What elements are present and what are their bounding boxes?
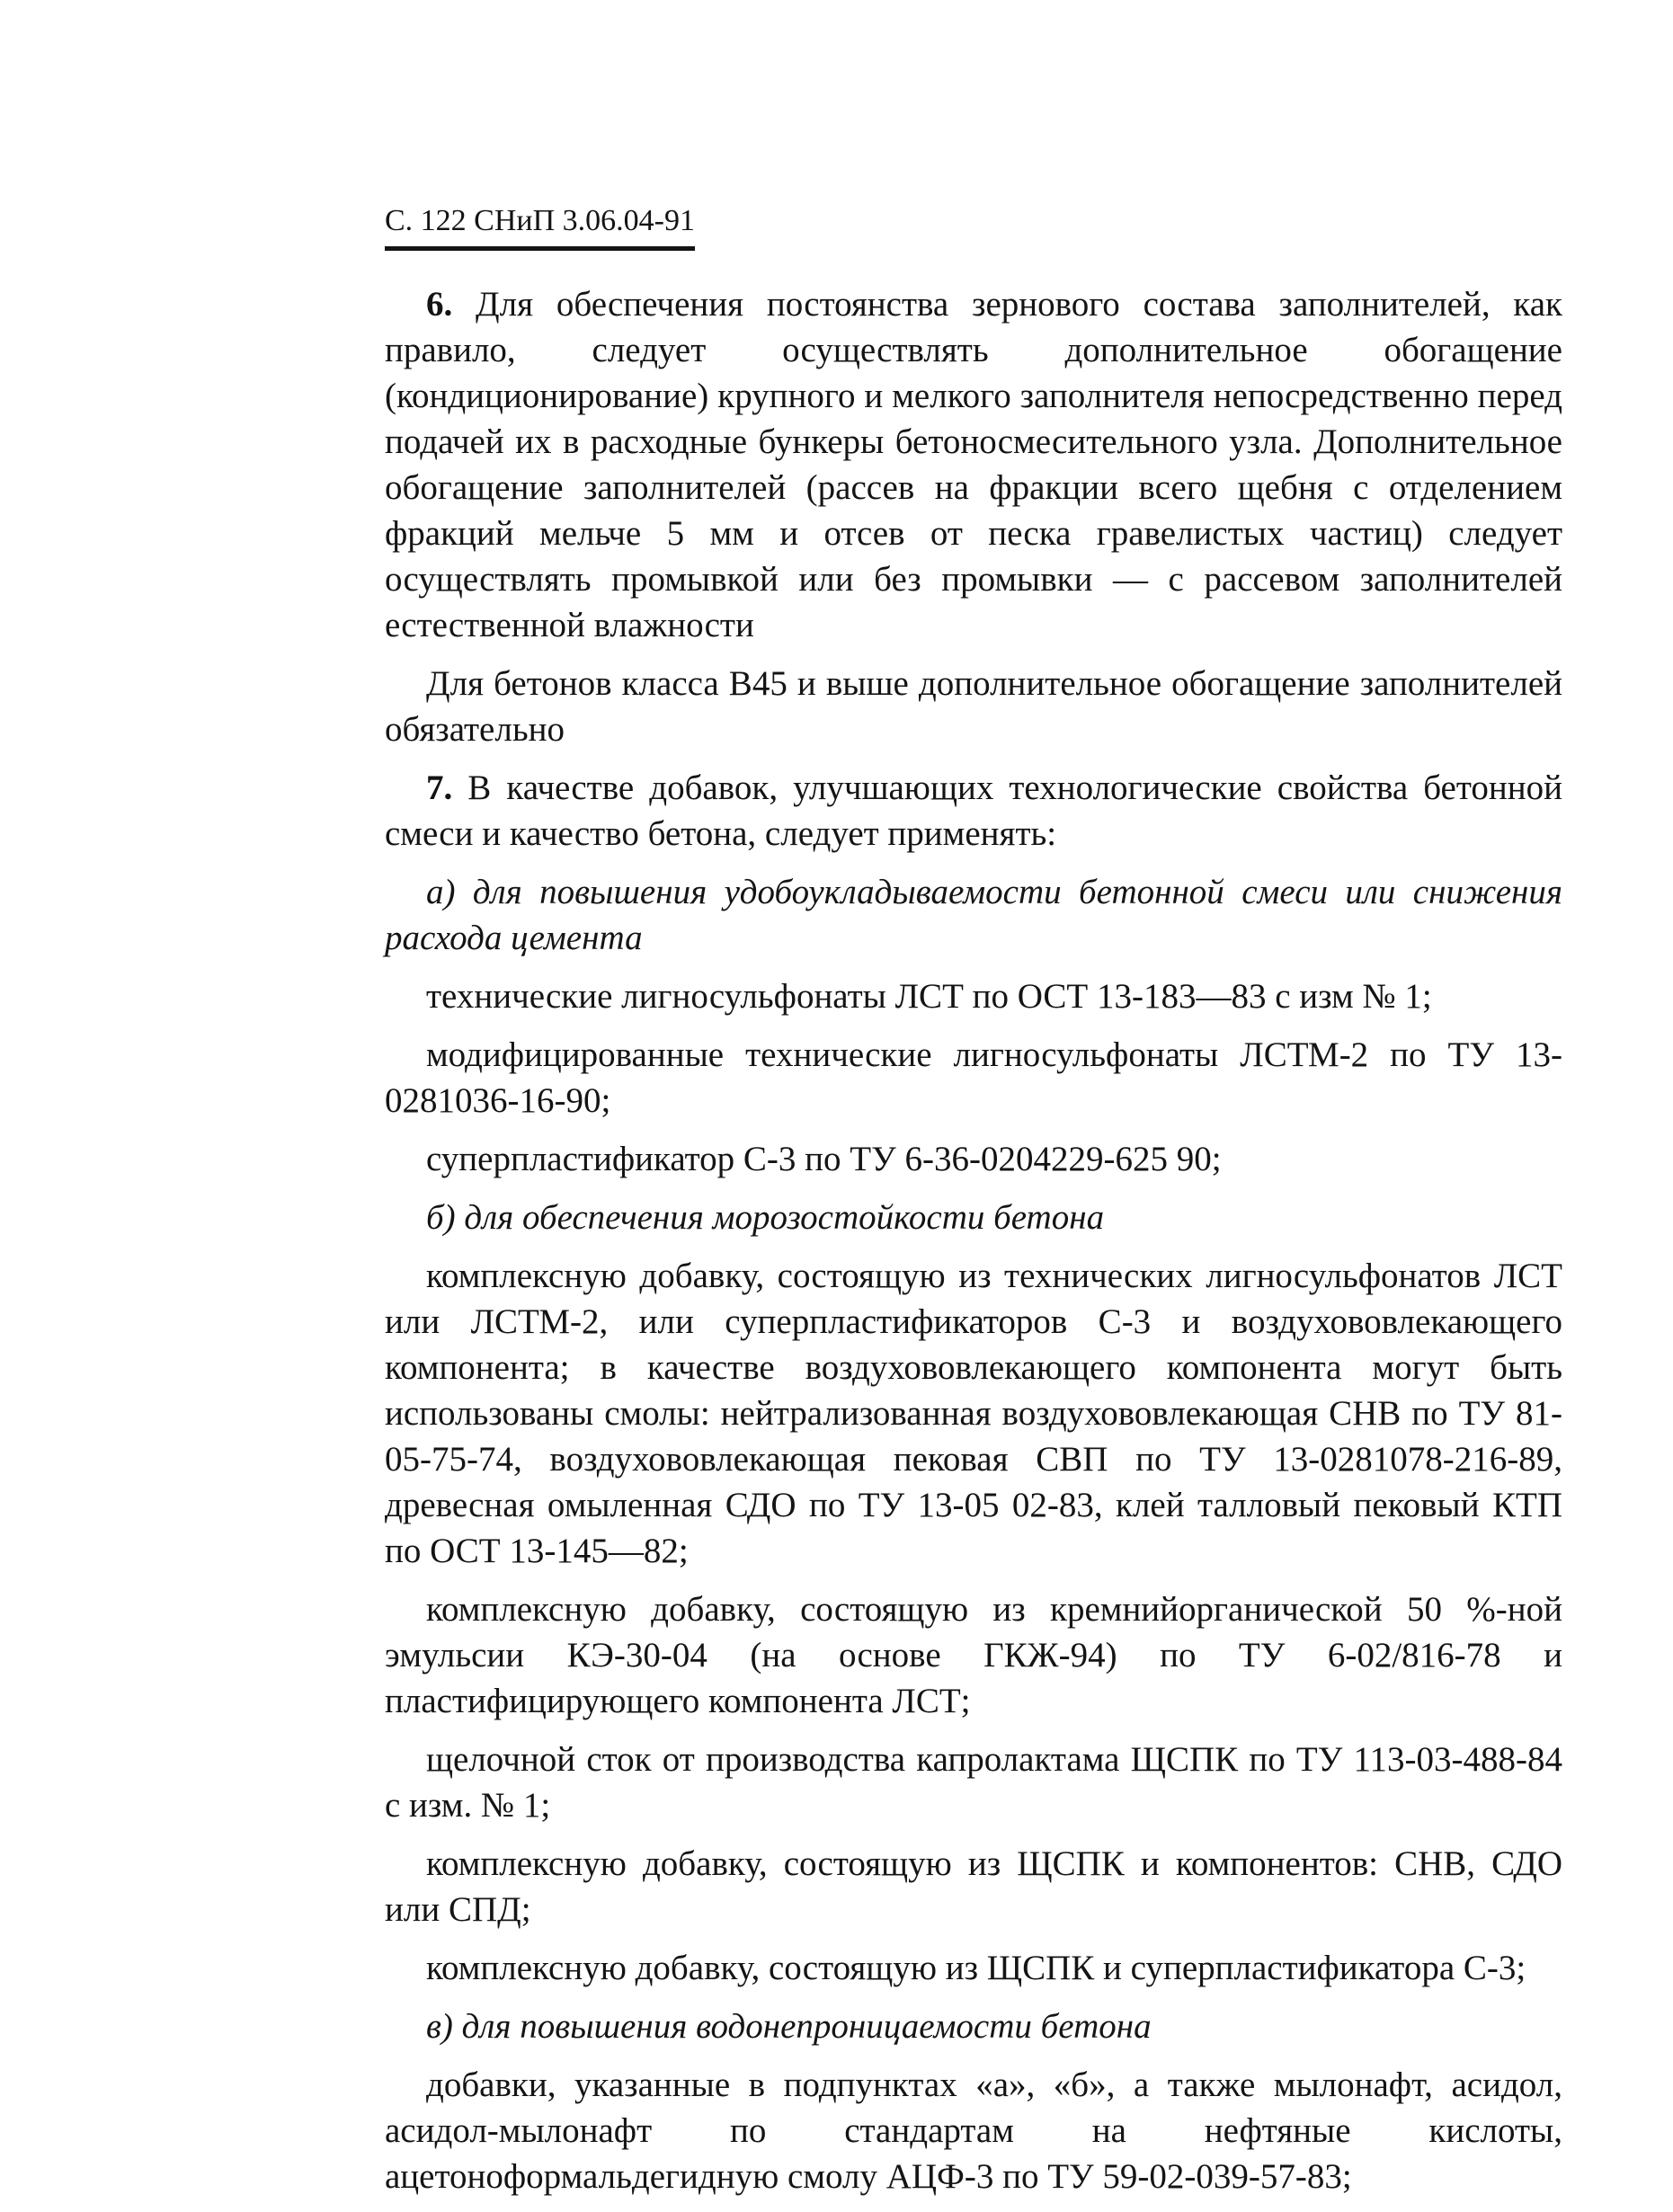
paragraph (385, 1586, 1562, 1724)
paragraph (385, 1841, 1562, 1932)
paragraph-text: комплексную добавку, состоящую из ЩСПК и суперпластификатора С-3; (426, 1949, 1526, 1987)
subsection-heading (385, 869, 1562, 961)
paragraph-text: модифицированные технические лигносульфонаты ЛСТМ-2 по ТУ 13-0281036-16-90; (385, 1035, 1562, 1120)
paragraph (385, 1737, 1562, 1828)
paragraph-number: 6. (426, 285, 453, 324)
subsection-heading (385, 2003, 1562, 2049)
paragraph-text: технические лигносульфонаты ЛСТ по ОСТ 13-183—83 с изм № 1; (426, 977, 1432, 1016)
paragraph (385, 281, 1562, 648)
paragraph (385, 1253, 1562, 1574)
paragraph-text: добавки, указанные в подпунктах «а», «б», а также мылонафт, асидол, асидол-мылонафт по стандартам на нефтяные кислоты, ацетоноформальдегидную смолу АЦФ-3 по ТУ 59-02-039-57-83; (385, 2065, 1562, 2196)
paragraph (385, 973, 1562, 1019)
paragraph-text: комплексную добавку, состоящую из ЩСПК и компонентов: СНВ, СДО или СПД; (385, 1844, 1562, 1929)
paragraph-text: суперпластификатор С-3 по ТУ 6-36-0204229-625 90; (426, 1140, 1222, 1178)
paragraph (385, 2062, 1562, 2199)
subsection-heading (385, 1195, 1562, 1240)
paragraph-text: в) для повышения водонепроницаемости бетона (426, 2007, 1152, 2046)
page-header: С. 122 СНиП 3.06.04-91 (385, 203, 695, 251)
paragraph (385, 1136, 1562, 1182)
paragraph-text: комплексную добавку, состоящую из кремнийорганической 50 %-ной эмульсии КЭ-30-04 (на основе ГКЖ-94) по ТУ 6-02/816-78 и пластифицирующего компонента ЛСТ; (385, 1590, 1562, 1720)
paragraph (385, 1032, 1562, 1124)
paragraph-text: Для бетонов класса В45 и выше дополнительное обогащение заполнителей обязательно (385, 664, 1562, 749)
paragraph-text: Для обеспечения постоянства зернового состава заполнителей, как правило, следует осуществлять дополнительное обогащение (кондиционирование) крупного и мелкого заполнителя непосредственно перед подачей их в расходные бункеры бетоносмесительного узла. Дополнительное обогащение заполнителей (рассев на фракции всего щебня с отделением фракций мельче 5 мм и отсев от песка гравелистых частиц) следует осуществлять промывкой или без промывки — с рассевом заполнителей естественной влажности (385, 285, 1562, 644)
document-body (385, 281, 1562, 2199)
paragraph-text: щелочной сток от производства капролактама ЩСПК по ТУ 113-03-488-84 с изм. № 1; (385, 1740, 1562, 1825)
paragraph-text: б) для обеспечения морозостойкости бетона (426, 1198, 1105, 1237)
paragraph-number: 7. (426, 768, 453, 807)
paragraph-text: комплексную добавку, состоящую из технических лигносульфонатов ЛСТ или ЛСТМ-2, или суперпластификаторов С-3 и воздухововлекающего компонента; в качестве воздухововлекающего компонента могут быть использованы смолы: нейтрализованная воздухововлекающая СНВ по ТУ 81-05-75-74, воздухововлекающая пековая СВП по ТУ 13-0281078-216-89, древесная омыленная СДО по ТУ 13-05 02-83, клей талловый пековый КТП по ОСТ 13-145—82; (385, 1257, 1562, 1570)
paragraph (385, 661, 1562, 752)
paragraph-text: В качестве добавок, улучшающих технологические свойства бетонной смеси и качество бетона, следует применять: (385, 768, 1562, 853)
paragraph (385, 765, 1562, 857)
document-page (385, 196, 1562, 2212)
paragraph (385, 1945, 1562, 1991)
paragraph-text: а) для повышения удобоукладываемости бетонной смеси или снижения расхода цемента (385, 873, 1562, 957)
